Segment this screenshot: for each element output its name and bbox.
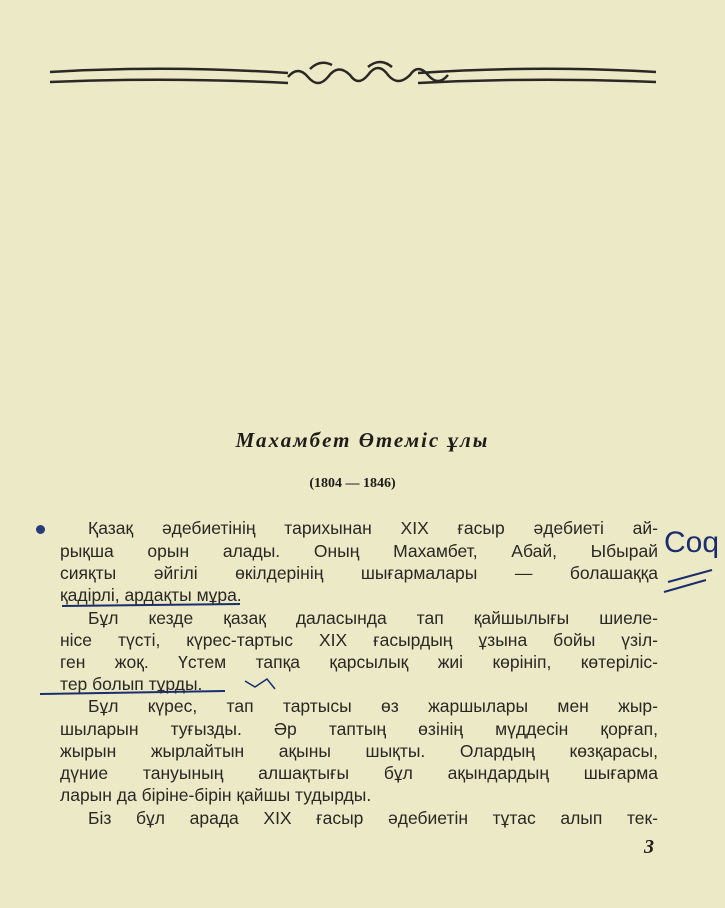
text-line: Қазақ әдебиетінің тарихынан XIX ғасыр әдебиеті ай- (88, 518, 658, 538)
underline-mark (62, 604, 240, 606)
text-line: сияқты әйгілі өкілдерінің шығармалары — болашаққа (60, 563, 658, 583)
text-line: жырын жырлайтын ақыны шықты. Олардың көзқарасы, (60, 741, 658, 761)
handwritten-note: Соq (664, 526, 720, 559)
text-line: Бұл кезде қазақ даласында тап қайшылығы шиеле- (88, 608, 658, 628)
text-line: қадірлі, ардақты мұра. (60, 585, 242, 605)
text-line: Біз бұл арада XIX ғасыр әдебиетін тұтас алып тек- (88, 808, 658, 828)
check-mark (245, 679, 275, 689)
text-line: Бұл күрес, тап тартысы өз жаршылары мен жыр- (88, 696, 658, 716)
text-line: шыларын туғызды. Әр таптың өзінің мүддесін қорғап, (60, 719, 658, 739)
text-line: ген жоқ. Үстем тапқа қарсылық жиі көрініп, көтеріліс- (60, 652, 658, 672)
margin-mark (664, 570, 712, 592)
text-line: ніce түсті, күрес-тартыс XIX ғасырдың ұзына бойы үзіл- (60, 630, 658, 650)
text-line: ларын да біріне-бірін қайшы тудырды. (60, 785, 372, 805)
underline-mark (40, 691, 225, 694)
chapter-title: Махамбет Өтеміс ұлы (235, 428, 490, 452)
page-number: 3 (644, 836, 654, 858)
text-line: дүние тануының алшақтығы бұл ақындардың шығарма (60, 763, 658, 783)
chapter-years: (1804 — 1846) (309, 476, 396, 491)
text-line: рықша орын алады. Оның Махамбет, Абай, Ыбырай (60, 541, 658, 561)
text-line: тер болып тұрды. (60, 674, 203, 694)
